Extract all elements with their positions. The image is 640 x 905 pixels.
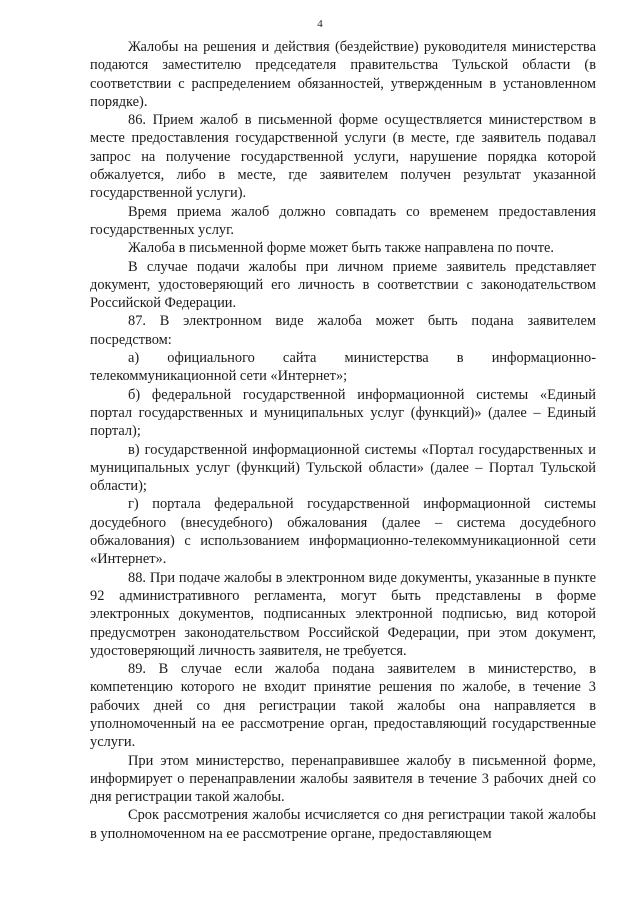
document-body — [90, 38, 596, 843]
list-item-d-pretrial-appeal-system: г) портала федеральной государственной информационной системы досудебного (внесудебного) обжалования (далее – система досудебного обжалования) с использованием информационно-телекоммуникационной сети «Интернет». — [90, 496, 596, 568]
paragraph-87-electronic-complaint: 87. В электронном виде жалоба может быть подана заявителем посредством: — [90, 313, 596, 348]
paragraph-88-electronic-documents: 88. При подаче жалобы в электронном виде документы, указанные в пункте 92 административного регламента, могут быть представлены в форме электронных документов, подписанных электронной подписью, вид которой предусмотрен законодательством Российской Федерации, при этом документ, удостоверяющий личность заявителя, не требуется. — [90, 569, 596, 659]
list-item-b-unified-portal: б) федеральной государственной информационной системы «Единый портал государственных и муниципальных услуг (функций)» (далее – Единый портал); — [90, 386, 596, 440]
list-item-c-tula-portal: в) государственной информационной системы «Портал государственных и муниципальных услуг (функций) Тульской области» (далее – Портал Тульской области); — [90, 441, 596, 495]
paragraph-postal-complaint: Жалоба в письменной форме может быть также направлена по почте. — [128, 240, 555, 257]
paragraph-86-written-complaints: 86. Прием жалоб в письменной форме осуществляется министерством в месте предоставления государственной услуги (в месте, где заявитель подавал запрос на получение государственной услуги, нарушение порядка которой обжалуется, либо в месте, где заявителем получен результат указанной государственной услуги). — [90, 112, 596, 202]
paragraph-review-period: Срок рассмотрения жалобы исчисляется со дня регистрации такой жалобы в уполномоченном на ее рассмотрение органе, предоставляющем — [90, 807, 596, 842]
paragraph-personal-reception: В случае подачи жалобы при личном приеме заявитель представляет документ, удостоверяющий его личность в соответствии с законодательством Российской Федерации. — [90, 258, 596, 312]
paragraph-redirect-notification: При этом министерство, перенаправившее жалобу в письменной форме, информирует о перенаправлении жалобы заявителя в течение 3 рабочих дней со дня регистрации такой жалобы. — [90, 752, 596, 806]
list-item-a-official-site: а) официального сайта министерства в информационно-телекоммуникационной сети «Интернет»; — [90, 350, 596, 385]
page-number: 4 — [317, 18, 323, 30]
paragraph-complaints-to-deputy: Жалобы на решения и действия (бездействие) руководителя министерства подаются заместителю председателя правительства Тульской области (в соответствии с распределением обязанностей, утвержденным в установленном порядке). — [90, 39, 596, 110]
paragraph-reception-time: Время приема жалоб должно совпадать со временем предоставления государственных услуг. — [90, 203, 596, 238]
paragraph-89-redirect-complaint: 89. В случае если жалоба подана заявителем в министерство, в компетенцию которого не входит принятие решения по жалобе, в течение 3 рабочих дней со дня регистрации такой жалобы она направляется в уполномоченный на ее рассмотрение орган, предоставляющий государственные услуги. — [90, 661, 596, 751]
